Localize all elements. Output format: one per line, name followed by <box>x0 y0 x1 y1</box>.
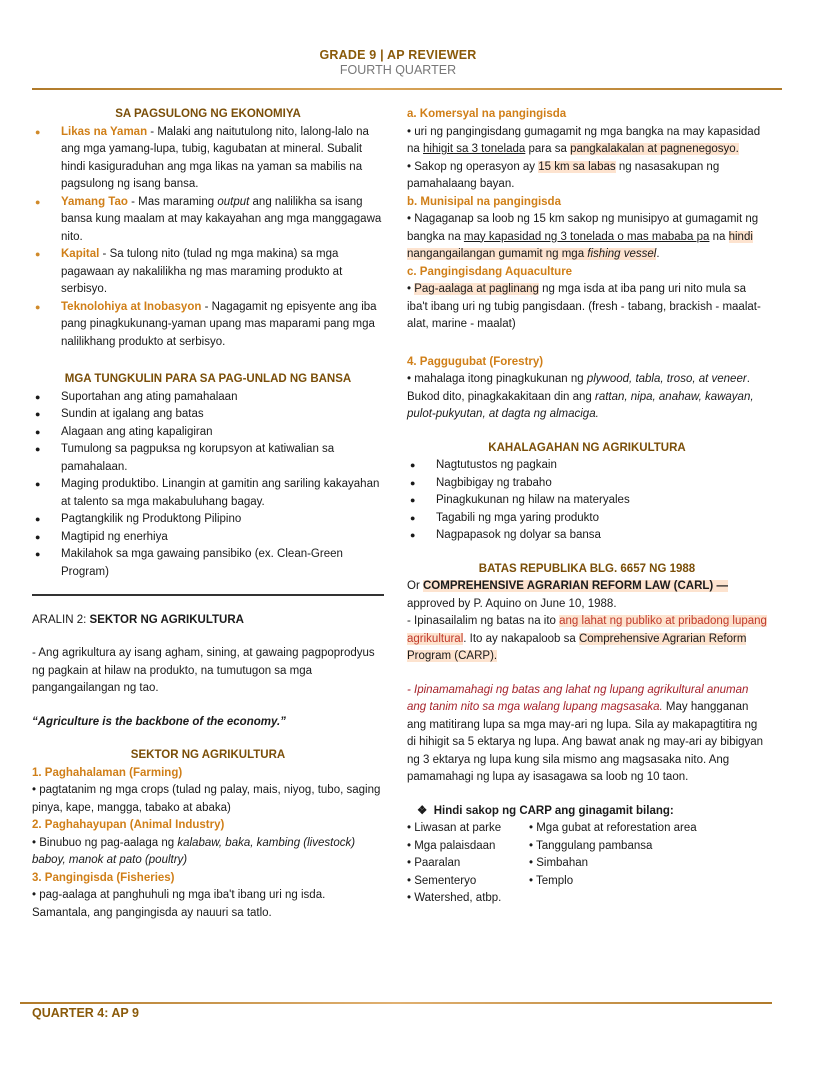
section-title-batas: BATAS REPUBLIKA BLG. 6657 NG 1988 <box>478 562 696 575</box>
list-item: • Watershed, atbp. <box>407 892 502 904</box>
forestry-title: 4. Paggugubat (Forestry) <box>407 355 544 368</box>
list-item: • Paaralan <box>407 857 461 869</box>
list-item: ● Yamang Tao - Mas maraming output ang nalilikha sa isang bansa kung maalam at may kakayahan ang mga manggagawa nito. <box>32 194 384 247</box>
left-column <box>32 106 384 922</box>
page-footer: QUARTER 4: AP 9 <box>32 1006 139 1020</box>
farming-title: 1. Paghahalaman (Farming) <box>32 766 183 779</box>
aralin-heading: ARALIN 2: SEKTOR NG AGRIKULTURA <box>32 613 244 626</box>
list-item: • Mga palaisdaan <box>407 839 496 852</box>
agrikultura-definition: - Ang agrikultura ay isang agham, sining, at gawaing pagpoprodyus ng pagkain at hilaw na produkto, na tumutugon sa mga pangangailangan ng tao. <box>32 647 375 694</box>
section-divider <box>32 594 384 596</box>
list-item: ● Makilahok sa mga gawaing pansibiko (ex. Clean-Green Program) <box>32 546 384 581</box>
list-item: ● Tumulong sa pagpuksa ng korupsyon at katiwalian sa pamahalaan. <box>32 441 384 476</box>
page-subtitle: FOURTH QUARTER <box>339 63 457 77</box>
list-item: ● Nagtutustos ng pagkain <box>407 457 767 475</box>
list-item: ● Teknolohiya at Inobasyon - Nagagamit ng episyente ang iba pang pinagkukunang-yaman upang mas maparami pang mga nalilikhang produkto at serbisyo. <box>32 299 384 352</box>
tungkulin-list <box>32 389 384 582</box>
carl-approved: approved by P. Aquino on June 10, 1988. <box>407 597 617 610</box>
list-item: ● Nagbibigay ng trabaho <box>407 475 767 493</box>
list-item: ● Tagabili ng mga yaring produkto <box>407 510 767 528</box>
header-rule <box>32 88 782 90</box>
list-item: • Liwasan at parke <box>407 822 502 834</box>
fisheries-title: 3. Pangingisda (Fisheries) <box>32 871 175 884</box>
list-item: ● Pinagkukunan ng hilaw na materyales <box>407 492 767 510</box>
list-item: • Sementeryo <box>407 874 477 887</box>
section-title-tungkulin: MGA TUNGKULIN PARA SA PAG-UNLAD NG BANSA <box>64 373 352 385</box>
list-item: ● Nagpapasok ng dolyar sa bansa <box>407 527 767 545</box>
aquaculture-title: c. Pangingisdang Aquaculture <box>407 265 573 278</box>
animal-title: 2. Paghahayupan (Animal Industry) <box>32 819 225 831</box>
munisipal-title: b. Munisipal na pangingisda <box>407 195 561 208</box>
hindi-sakop-grid <box>407 820 767 908</box>
hindi-sakop-right <box>529 820 739 908</box>
section-title-pagsulong: SA PAGSULONG NG EKONOMIYA <box>115 108 301 120</box>
hindi-sakop-left <box>407 820 529 908</box>
list-item: ● Maging produktibo. Linangin at gamitin ang sariling kakayahan at talento sa mga makabuluhang bagay. <box>32 476 384 511</box>
animal-text: • Binubuo ng pag-aalaga ng kalabaw, baka, kambing (livestock) baboy, manok at pato (poultry) <box>32 836 356 866</box>
list-item: ● Likas na Yaman - Malaki ang naitutulong nito, lalong-lalo na ang mga yamang-lupa, tubig, kagubatan at mineral. Subalit hindi kasiguraduhan ang mga likas na yaman sa mabilis na pagsulong ng isang bansa. <box>32 124 384 194</box>
list-item: ● Kapital - Sa tulong nito (tulad ng mga makina) sa mga pagawaan ay nakalilikha ng mas maraming produkto at serbisyo. <box>32 246 384 299</box>
komersyal-text-2: • Sakop ng operasyon ay 15 km sa labas ng nasasakupan ng pamahalaang bayan. <box>407 160 720 190</box>
section-title-sektor: SEKTOR NG AGRIKULTURA <box>130 749 286 761</box>
pagsulong-list <box>32 124 384 352</box>
komersyal-text-1: • uri ng pangingisdang gumagamit ng mga bangka na may kapasidad na hihigit sa 3 tonelada para sa pangkalakalan at pagnenegosyo. <box>407 125 761 155</box>
list-item: ● Sundin at igalang ang batas <box>32 406 384 424</box>
farming-text: • pagtatanim ng mga crops (tulad ng palay, mais, niyog, tubo, saging pinya, kape, mangga, tabako at abaka) <box>32 784 381 814</box>
right-column <box>407 106 767 908</box>
list-item: ● Pagtangkilik ng Produktong Pilipino <box>32 511 384 529</box>
footer-rule <box>20 1002 772 1004</box>
page-header <box>0 48 796 77</box>
list-item: ● Alagaan ang ating kapaligiran <box>32 424 384 442</box>
distribution-text: - Ipinamamahagi ng batas ang lahat ng lupang agrikultural anuman ang tanim nito sa mga walang lupang magsasaka. May hangganan ang matitirang lupa sa mga may-ari ng lupa. Sila ay makapagtitira ng di hihigit sa 5 ektarya ng lupa. Ang bawat anak ng may-ari ay bibigyan ng 3 ektarya ng lupa kung sila mismo ang magsasaka nito. Ang pamamahagi ng lupa ay isasagawa sa loob ng 10 taon. <box>407 683 764 783</box>
hindi-sakop-title: ❖ Hindi sakop ng CARP ang ginagamit bilang: <box>417 804 674 817</box>
section-title-kahalagahan: KAHALAGAHAN NG AGRIKULTURA <box>488 441 686 454</box>
list-item: ● Magtipid ng enerhiya <box>32 529 384 547</box>
carl-description: - Ipinasailalim ng batas na ito ang lahat ng publiko at pribadong lupang agrikultural. Ito ay nakapaloob sa Comprehensive Agrarian Reform Program (CARP). <box>407 615 767 662</box>
munisipal-text: • Nagaganap sa loob ng 15 km sakop ng munisipyo at gumagamit ng bangka na may kapasidad ng 3 tonelada o mas mababa pa na hindi nangangailangan gumamit ng mga fishing vessel. <box>407 213 759 260</box>
diamond-bullet-icon: ❖ <box>417 804 428 817</box>
agriculture-quote: “Agriculture is the backbone of the economy.” <box>32 715 286 728</box>
list-item: • Mga gubat at reforestation area <box>529 822 697 834</box>
kahalagahan-list <box>407 457 767 545</box>
aquaculture-text: • Pag-aalaga at paglinang ng mga isda at iba pang uri nito mula sa iba't ibang uri ng tubig pangisdaan. (fresh - tabang, brackish - maalat-alat, marine - maalat) <box>407 283 761 330</box>
komersyal-title: a. Komersyal na pangingisda <box>407 108 567 120</box>
forestry-text: • mahalaga itong pinagkukunan ng plywood, tabla, troso, at veneer. Bukod dito, pinagkakakitaan din ang rattan, nipa, anahaw, kawayan, pulot-pukyutan, at dagta ng almaciga. <box>407 373 754 420</box>
fisheries-text: • pag-aalaga at panghuhuli ng mga iba't ibang uri ng isda. Samantala, ang pangingisda ay nauuri sa tatlo. <box>32 889 326 919</box>
list-item: • Simbahan <box>529 857 589 869</box>
list-item: • Tanggulang pambansa <box>529 839 653 852</box>
list-item: • Templo <box>529 874 574 887</box>
carl-line: Or COMPREHENSIVE AGRARIAN REFORM LAW (CARL) — <box>407 580 728 592</box>
page-title: GRADE 9 | AP REVIEWER <box>319 48 477 62</box>
list-item: ● Suportahan ang ating pamahalaan <box>32 389 384 407</box>
